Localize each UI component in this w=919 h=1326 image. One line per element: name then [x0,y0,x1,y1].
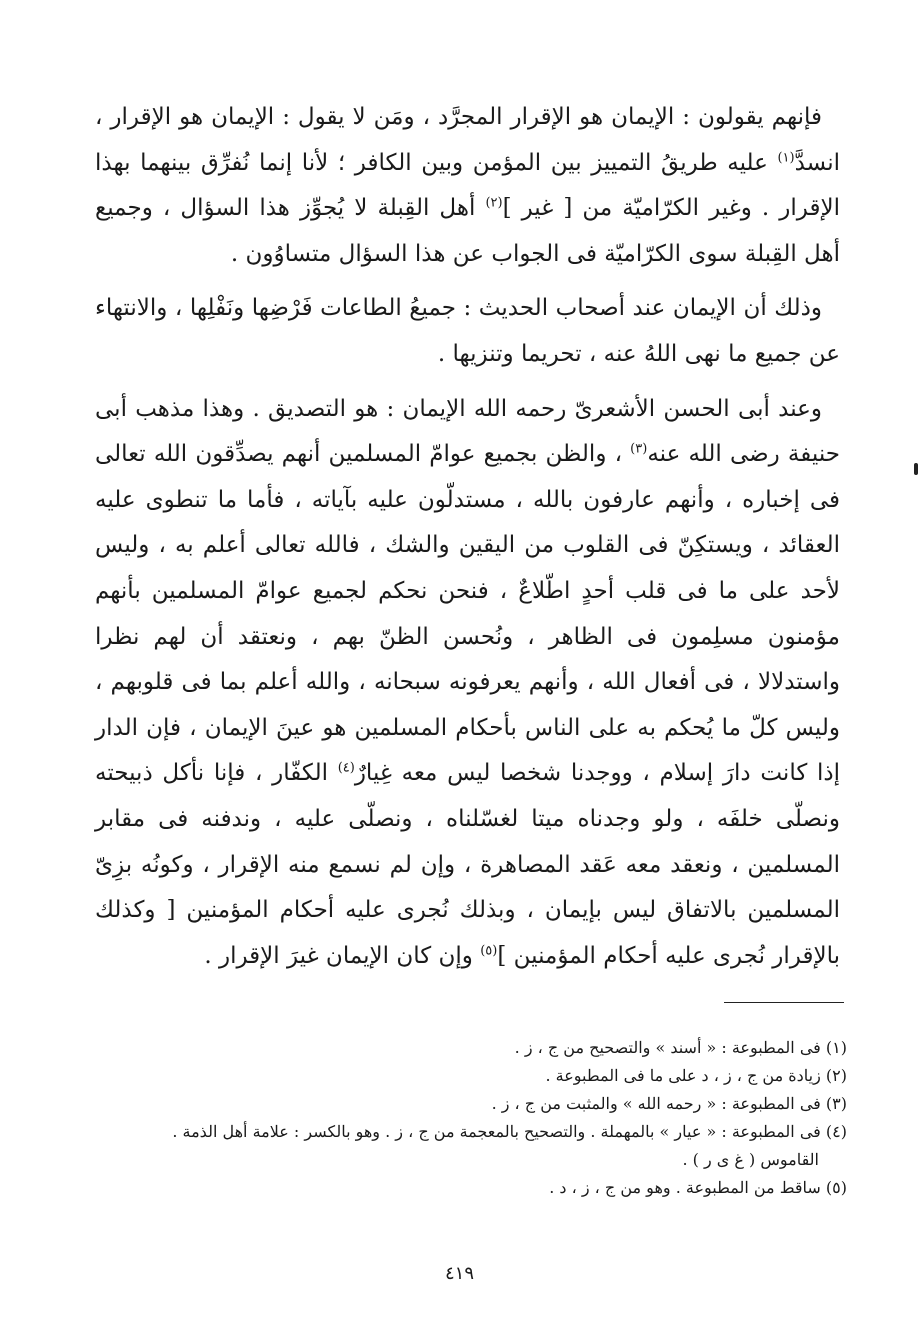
footnote-ref: (٢) [485,195,503,211]
footnote-4-continuation: القاموس ( غ ى ر ) . [682,1150,819,1169]
footnote-1: (١) فى المطبوعة : « أسند » والتصحيح من ج ، ز . [514,1038,847,1057]
paragraph-text: الكفّار ، فإنا نأكل ذبيحته ونصلّى خلفَه ، ولو وجدناه ميتا لغسّلناه ، ونصلّى عليه ، وندفنه فى مقابر المسلمين ، ونعقد معه عَقد المصاهرة ، وإن لم نسمع منه الإقرار ، وكونُه بزِىّ المسلمين بالاتفاق ليس بإيمان ، وبذلك نُجرى عليه أحكام المؤمنين [ وكذلك بالإقرار نُجرى عليه أحكام المؤمنين ] [95,760,840,969]
footnote-ref: (٣) [630,441,648,457]
footnote-3: (٣) فى المطبوعة : « رحمه الله » والمثبت من ج ، ز . [491,1094,847,1113]
paragraph-3 [95,387,840,980]
footnote-ref: (٤) [337,760,355,776]
paragraph-text: فإنهم يقولون : الإيمان هو الإقرار المجرَّد ، ومَن لا يقول : الإيمان هو الإقرار ، انسدَّ [95,104,840,176]
footnote-2: (٢) زيادة من ج ، ز ، د على ما فى المطبوعة . [545,1066,847,1085]
footnotes [70,1034,847,1202]
footnote-ref: (١) [777,149,795,165]
paragraph-text: وعند أبى الحسن الأشعرىّ رحمه الله الإيمان : هو التصديق . وهذا مذهب أبى حنيفة رضى الله عنه [95,395,840,468]
paragraph-text: وإن كان الإيمان غيرَ الإقرار . [204,942,481,969]
paragraph-2 [95,286,840,377]
paragraph-1 [95,95,840,277]
paragraph-text: وذلك أن الإيمان عند أصحاب الحديث : جميعُ الطاعات فَرْضِها ونَفْلِها ، والانتهاء عن جميع ما نهى اللهُ عنه ، تحريما وتنزيها . [95,295,840,367]
footnote-4: (٤) فى المطبوعة : « عيار » بالمهملة . والتصحيح بالمعجمة من ج ، ز . وهو بالكسر : علامة أهل الذمة . [172,1122,847,1141]
page-number: ٤١٩ [444,1263,474,1284]
footnote-ref: (٥) [480,943,498,959]
paragraph-text: عليه طريقُ التمييز بين المؤمن وبين الكافر ؛ لأنا إنما نُفرِّق بينهما بهذا الإقرار . وغير الكرّاميّة من [ غير ] [95,149,840,222]
main-body-text [95,95,840,979]
paragraph-text: أهل القِبلة لا يُجوِّز هذا السؤال ، وجميع أهل القِبلة سوى الكرّاميّة فى الجواب عن هذا السؤال متساوُون . [95,195,840,267]
footnote-5: (٥) ساقط من المطبوعة . وهو من ج ، ز ، د . [549,1178,847,1197]
paragraph-text: ، والظن بجميع عوامّ المسلمين أنهم يصدِّقون الله تعالى فى إخباره ، وأنهم عارفون بالله ، مستدلّون عليه بآياته ، فأما ما تنطوى عليه العقائد ، ويستكِنّ فى القلوب من اليقين والشك ، فالله تعالى أعلم به ، وليس لأحد على ما فى قلب أحدٍ اطّلاعٌ ، فنحن نحكم لجميع عوامّ المسلمين بأنهم مؤمنون مسلِمون فى الظاهر ، ونُحسن الظنّ بهم ، ونعتقد أن لهم نظرا واستدلالا ، فى أفعال الله ، وأنهم يعرفونه سبحانه ، والله أعلم بما فى قلوبهم ، وليس كلّ ما يُحكم به على الناس بأحكام المسلمين هو عينَ الإيمان ، فإن الدار إذا كانت دارَ إسلام ، ووجدنا شخصا ليس معه غِيارٌ [95,441,841,787]
footnote-separator [724,1002,844,1003]
margin-mark [914,463,918,475]
